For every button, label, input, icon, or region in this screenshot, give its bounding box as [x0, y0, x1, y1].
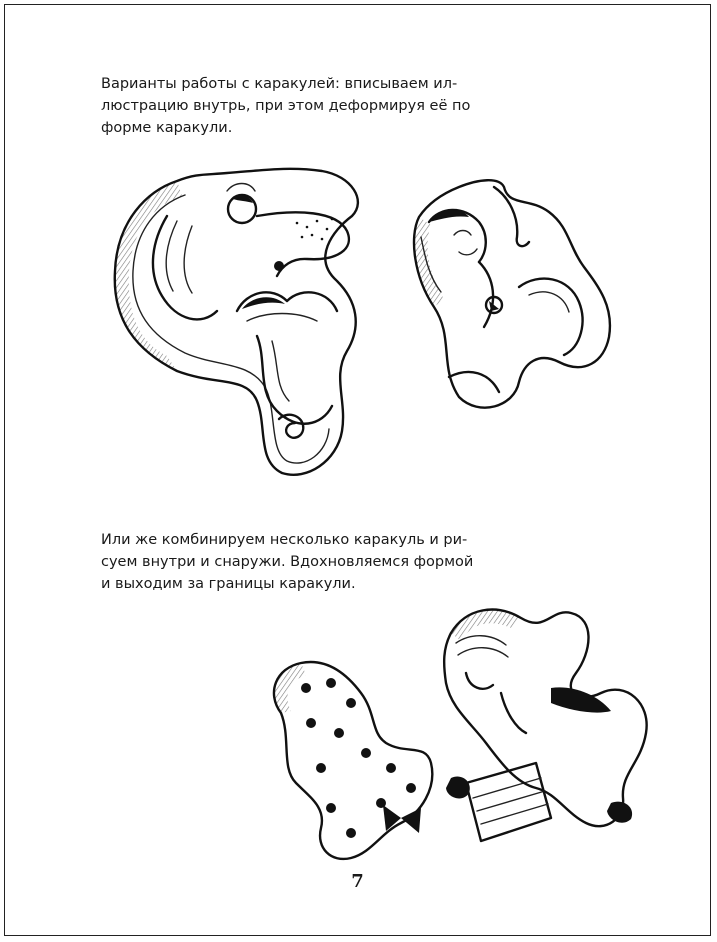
paragraph-1-line-2: люстрацию внутрь, при этом деформируя её по [101, 98, 471, 114]
paragraph-2-line-2: суем внутри и снаружи. Вдохновляемся формой [101, 554, 474, 570]
paragraph-2 [101, 529, 521, 595]
doodle-lady-illustration [399, 177, 619, 417]
doodle-face-illustration [107, 161, 377, 481]
paragraph-1-line-1: Варианты работы с каракулей: вписываем ил- [101, 76, 458, 92]
book-page [4, 4, 711, 936]
page-number: 7 [351, 871, 364, 892]
combined-doodles-illustration [251, 593, 661, 883]
paragraph-1 [101, 73, 521, 139]
paragraph-1-line-3: форме каракули. [101, 120, 233, 136]
paragraph-2-line-1: Или же комбинируем несколько каракуль и ри- [101, 532, 468, 548]
paragraph-2-line-3: и выходим за границы каракули. [101, 576, 356, 592]
